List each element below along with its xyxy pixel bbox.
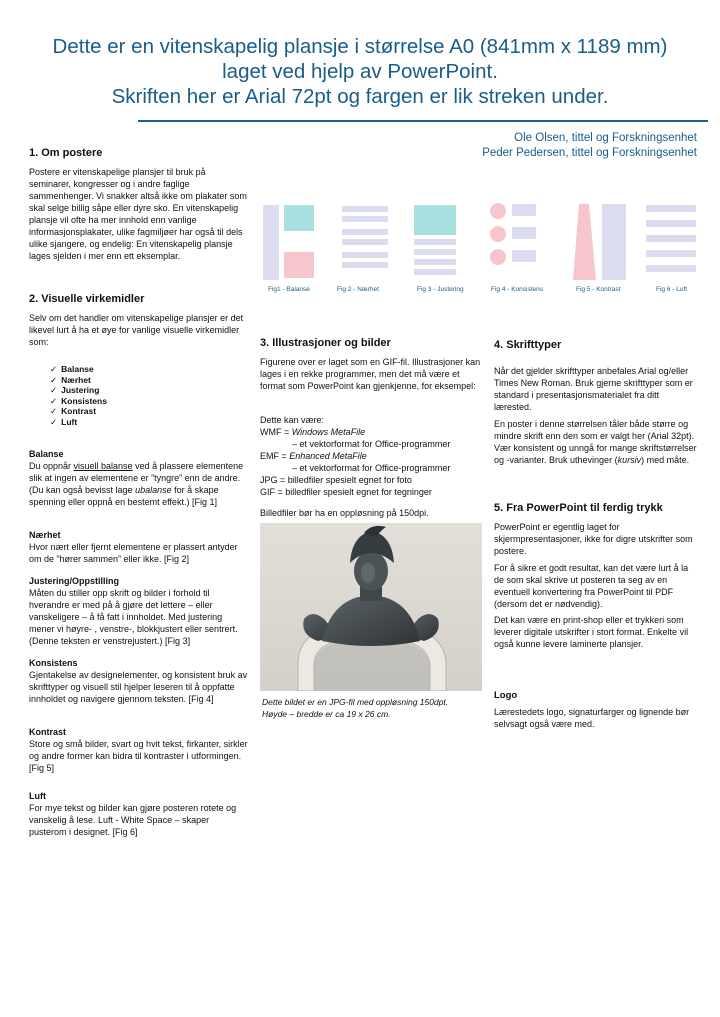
section-5-heading: 5. Fra PowerPoint til ferdig trykk [494, 502, 663, 514]
fig-3-label: Fig 3 - Justering [417, 286, 464, 293]
format-gif: GIF = billedfiler spesielt egnet for tegninger [260, 487, 432, 497]
narhet-block [29, 529, 249, 565]
luft-block [29, 790, 249, 838]
section-4-p1: Når det gjelder skrifttyper anbefales Arial og/eller Times New Roman. Bruk gjerne skrifttyper som er standard i presentasjonsmaterialet fra ditt lærested. [494, 366, 693, 412]
fig-5-label: Fig 5 - Kontrast [576, 286, 621, 293]
check-item: ✓ Balanse [50, 364, 107, 375]
section-3-intro: Figurene over er laget som en GIF-fil. Illustrasjoner kan lages i en rekke programmer, men det må være et format som PowerPoint kan gjenkjenne, for eksempel: [260, 357, 481, 391]
balanse-title: Balanse [29, 449, 64, 459]
konsistens-block [29, 657, 249, 705]
title-rule [138, 120, 708, 122]
poster-title [0, 34, 720, 109]
statue-photo [260, 523, 482, 691]
title-line-3: Skriften her er Arial 72pt og fargen er lik streken under. [111, 85, 609, 108]
visuell-balanse-link: visuell balanse [73, 461, 133, 471]
format-jpg: JPG = billedfiler spesielt egnet for foto [260, 475, 412, 485]
photo-caption-line-1: Dette bildet er en JPG-fil med oppløsning 150dpt. [262, 697, 449, 707]
balanse-block [29, 448, 249, 508]
title-line-2: laget ved hjelp av PowerPoint. [222, 60, 498, 83]
section-1-body: Postere er vitenskapelige plansjer til bruk på seminarer, kongresser og i andre faglige sammenhenger. Vi snakker altså ikke om plakater som skal selge billig såpe eller dyre sko. En vitenskapelig plansje vil ofte ha mer innhold enn vanlige informasjonsplakater, ulike fagmiljøer har også til dels ulike sjangere, og endelig: En vitenskapelig plansje lages sjelden i mer enn ett eksemplar. [29, 167, 247, 261]
section-2-intro: Selv om det handler om vitenskapelige plansjer er det likevel lurt å ha et øye for vanlige visuelle virkemidler som: [29, 313, 244, 347]
fig-6-label: Fig 6 - Luft [656, 286, 688, 293]
author-1: Ole Olsen, tittel og Forskningsenhet [514, 132, 697, 144]
luft-body: For mye tekst og bilder kan gjøre posteren rotete og vanskelig å lese. Luft - White Space – skaper pusterom i designet. [Fig 6] [29, 803, 237, 837]
format-wmf: WMF = Windows MetaFile [260, 427, 366, 437]
section-5-p1: PowerPoint er egentlig laget for skjermpresentasjoner, ikke for digre utskrifter som postere. [494, 522, 693, 556]
logo-heading: Logo [494, 690, 518, 701]
konsistens-body: Gjentakelse av designelementer, og konsistent bruk av skrifttyper og visuell stil hjelper leseren til å oppfatte innholdet og navigere gjennom teksten. [Fig 4] [29, 670, 248, 704]
konsistens-title: Konsistens [29, 658, 78, 668]
justering-block [29, 575, 249, 647]
narhet-title: Nærhet [29, 530, 61, 540]
fig-1-label: Fig1 - Balanse [268, 286, 310, 293]
kontrast-body: Store og små bilder, svart og hvit tekst, firkanter, sirkler og andre former kan bidra til kontraster i utformingen. [Fig 5] [29, 739, 248, 773]
format-emf: EMF = Enhanced MetaFile [260, 451, 367, 461]
logo-body: Lærestedets logo, signaturfarger og lignende bør selvsagt også være med. [494, 707, 690, 729]
fig-4-label: Fig 4 - Konsistens [491, 286, 544, 293]
author-2: Peder Pedersen, tittel og Forskningsenhet [482, 147, 697, 159]
title-line-1: Dette er en vitenskapelig plansje i størrelse A0 (841mm x 1189 mm) [52, 35, 668, 58]
section-5-p2: For å sikre et godt resultat, kan det være lurt å la de som skal skrive ut posteren ta seg av en eventuell konvertering fra PowerPoint til PDF (dersom det er nødvendig). [494, 563, 689, 609]
fig-2-naerhet [342, 206, 388, 268]
luft-title: Luft [29, 791, 46, 801]
kontrast-block [29, 726, 249, 774]
format-emf-desc: – et vektorformat for Office-programmer [292, 463, 451, 473]
check-item: ✓ Justering [50, 385, 107, 396]
narhet-body: Hvor nært eller fjernt elementene er plassert antyder om de ”hører sammen” eller ikke. [Fig 2] [29, 542, 238, 564]
justering-title: Justering/Oppstilling [29, 576, 120, 586]
format-wmf-desc: – et vektorformat for Office-programmer [292, 439, 451, 449]
balanse-body: Du oppnår visuell balanse ved å plassere elementene slik at ingen av elementene er ”tyngre” enn de andre. (Du kan også bevisst lage ubalanse for å skape spenning eller oppnå en bestemt effekt.) [Fig 1] [29, 461, 244, 507]
fig-3-justering [414, 205, 456, 275]
check-item: ✓ Luft [50, 417, 107, 428]
section-3-heading: 3. Illustrasjoner og bilder [260, 337, 391, 349]
fig-4-konsistens [490, 203, 536, 265]
check-item: ✓ Konsistens [50, 396, 107, 407]
photo-caption [262, 696, 492, 720]
section-1-heading: 1. Om postere [29, 147, 103, 159]
design-principles-figures [258, 196, 708, 288]
justering-body: Måten du stiller opp skrift og bilder i forhold til hverandre er med på å gjøre det lettere – eller vanskeligere – å få fatt i innholdet. Med justering mener vi høyre- , venstre-, blokkjustert eller sentrert. (Denne teksten er venstrejustert.) [Fig 3] [29, 588, 238, 646]
section-4-heading: 4. Skrifttyper [494, 339, 562, 351]
principles-checklist [50, 364, 107, 427]
fig-1-balanse [263, 205, 314, 280]
authors [482, 131, 697, 161]
section-2-heading: 2. Visuelle virkemidler [29, 293, 145, 305]
check-item: ✓ Nærhet [50, 375, 107, 386]
format-list-head: Dette kan være: [260, 415, 325, 425]
kontrast-title: Kontrast [29, 727, 67, 737]
fig-5-kontrast [573, 204, 626, 280]
section-4-p2: En poster i denne størrelsen tåler både større og mindre skrift enn den som er valgt her (Arial 32pt). Vær konsistent og unngå for mange skriftstørrelser og -varianter. Bruk uthevinger (kursiv) med måte. [494, 419, 697, 465]
fig-2-label: Fig 2 - Nærhet [337, 286, 379, 293]
check-item: ✓ Kontrast [50, 406, 107, 417]
photo-caption-line-2: Høyde – bredde er ca 19 x 26 cm. [262, 709, 391, 719]
fig-6-luft [646, 205, 696, 272]
format-list [260, 414, 490, 498]
section-5-p3: Det kan være en print-shop eller et trykkeri som leverer digitale utskrifter i stort format. Enkelte vil også kunne levere laminerte plansjer. [494, 615, 689, 649]
resolution-note: Billedfiler bør ha en oppløsning på 150dpi. [260, 508, 429, 518]
